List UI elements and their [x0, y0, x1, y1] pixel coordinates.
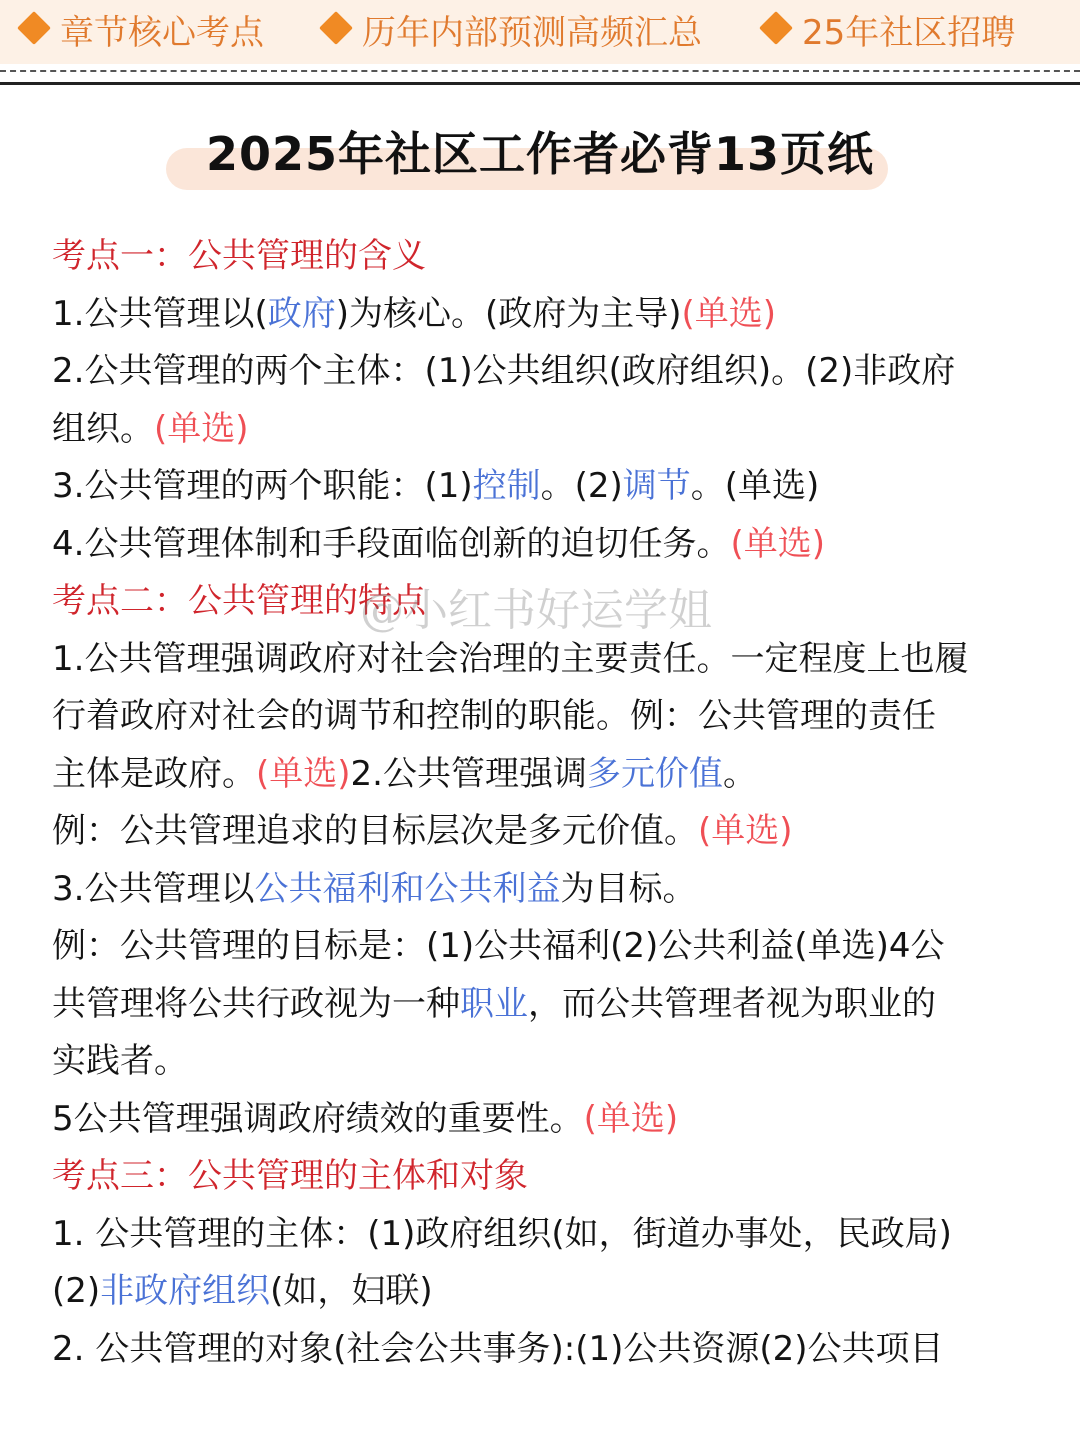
note-line [52, 1091, 1042, 1149]
header-tag-label: 章节核心考点 [60, 13, 264, 53]
text-segment: 行着政府对社会的调节和控制的职能。例：公共管理的责任 [52, 696, 936, 736]
note-line [52, 976, 1042, 1034]
question-type-tag: (单选) [730, 523, 825, 564]
text-segment: 2. 公共管理的对象(社会公共事务):(1)公共资源(2)公共项目 [52, 1328, 944, 1369]
diamond-icon [17, 11, 51, 45]
text-segment: 。(2) [540, 466, 623, 506]
note-line [52, 401, 1042, 459]
header-tag-label: 25年社区招聘 [802, 13, 1016, 53]
page-title: 2025年社区工作者必背13页纸 [205, 127, 875, 181]
keyword: 职业 [460, 983, 528, 1024]
text-segment: ，而公共管理者视为职业的 [528, 983, 936, 1024]
notes-body [52, 228, 1042, 1378]
dashed-divider [0, 70, 1080, 72]
text-segment: 3.公共管理以 [52, 868, 255, 909]
text-segment: 。 [722, 753, 757, 794]
keyword: 调节 [622, 466, 691, 506]
text-segment: 主体是政府。 [52, 753, 256, 794]
header-tag-3 [764, 10, 1015, 56]
section-heading [52, 1148, 1042, 1206]
diamond-icon [759, 11, 793, 45]
note-line [52, 1033, 1042, 1091]
text-segment: 实践者。 [52, 1041, 188, 1081]
note-line [52, 343, 1042, 401]
text-segment: 例：公共管理追求的目标层次是多元价值。 [52, 811, 698, 851]
text-segment: 4.公共管理体制和手段面临创新的迫切任务。 [52, 523, 731, 564]
question-type-tag: (单选) [154, 408, 249, 449]
note-line [52, 631, 1042, 689]
heading-text: 考点二：公共管理的特点 [52, 581, 426, 621]
header-tag-bar [0, 0, 1080, 64]
header-tag-label: 历年内部预测高频汇总 [362, 13, 702, 53]
text-segment: 3.公共管理的两个职能：(1) [52, 466, 473, 506]
note-line [52, 286, 1042, 344]
text-segment: 2.公共管理的两个主体：(1)公共组织(政府组织)。(2)非政府 [52, 351, 956, 391]
question-type-tag: (单选) [583, 1098, 679, 1139]
header-tag-1 [22, 10, 264, 56]
section-heading [52, 228, 1042, 286]
header-tag-2 [324, 10, 702, 56]
note-line [52, 1206, 1042, 1264]
keyword: 非政府组织 [100, 1271, 271, 1311]
keyword: 控制 [472, 466, 541, 506]
question-type-tag: (单选) [698, 811, 793, 851]
text-segment: 为目标。 [560, 868, 697, 909]
watermark: @小红书好运学姐 [360, 585, 712, 636]
text-segment: 1.公共管理以( [52, 293, 268, 334]
note-line [52, 918, 1042, 976]
note-line [52, 861, 1042, 919]
note-line [52, 803, 1042, 861]
note-line [52, 1321, 1042, 1379]
diamond-icon [319, 11, 353, 45]
text-segment: 5公共管理强调政府绩效的重要性。 [52, 1098, 584, 1139]
question-type-tag: (单选) [256, 753, 351, 794]
note-line [52, 458, 1042, 516]
keyword: 公共福利和公共利益 [254, 868, 561, 909]
note-line [52, 516, 1042, 574]
heading-text: 考点一：公共管理的含义 [52, 236, 426, 276]
note-line [52, 1263, 1042, 1321]
text-segment: 1.公共管理强调政府对社会治理的主要责任。一定程度上也履 [52, 638, 969, 679]
heading-text: 考点三：公共管理的主体和对象 [52, 1156, 528, 1196]
text-segment: 1. 公共管理的主体：(1)政府组织(如，街道办事处，民政局) [52, 1213, 952, 1254]
keyword: 多元价值 [586, 753, 723, 794]
solid-divider [0, 82, 1080, 85]
note-line [52, 746, 1042, 804]
text-segment: (如，妇联) [270, 1271, 433, 1311]
text-segment: 。(单选) [690, 466, 820, 506]
text-segment: 共管理将公共行政视为一种 [52, 983, 460, 1024]
text-segment: (2) [52, 1271, 101, 1311]
text-segment: 组织。 [52, 408, 154, 449]
text-segment: 例：公共管理的目标是：(1)公共福利(2)公共利益(单选)4公 [52, 926, 945, 966]
note-line [52, 688, 1042, 746]
keyword: 政府 [267, 293, 336, 334]
text-segment: )为核心。(政府为主导) [335, 293, 682, 334]
question-type-tag: (单选) [681, 293, 777, 334]
text-segment: 2.公共管理强调 [350, 753, 587, 794]
